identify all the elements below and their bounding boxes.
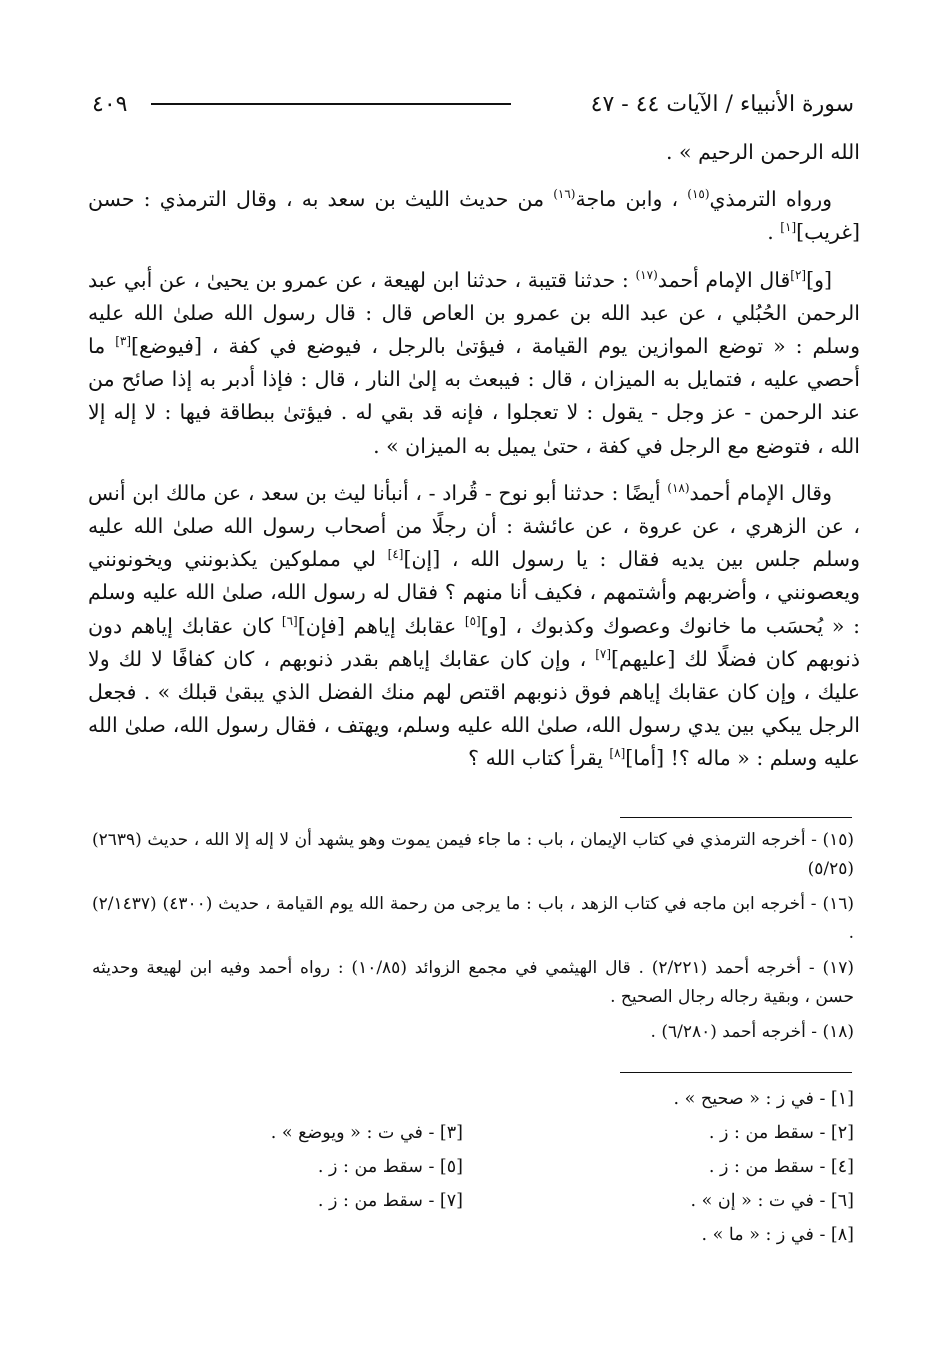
variant-note: [١] - في ز : « صحيح » . <box>673 1089 854 1109</box>
paragraph: [و][٢]قال الإمام أحمد$^{(١٧)}$ : حدثنا قتيبة ، حدثنا ابن لهيعة ، عن عمرو بن يحيىٰ ، عن أبي عبد الرحمن الحُبُلي ، عن عبد الله بن عمرو بن العاص قال : قال رسول الله صلىٰ الله عليه وسلم : « توضع الموازين يوم القيامة ، فيؤتىٰ بالرجل ، فيوضع في كفة ، [فيوضع][٣] ما أحصي عليه ، فتمايل به الميزان ، قال : فيبعث به إلىٰ النار ، قال : فإذا أدبر به إذا صائح من عند الرحمن - عز وجل - يقول : لا تعجلوا ، فإنه قد بقي له . فيؤتىٰ ببطاقة فيها : لا إله إلا الله ، فتوضع مع الرجل في كفة ، حتىٰ يميل به الميزان » . <box>88 267 860 458</box>
variant-ref: [٣] <box>115 334 132 349</box>
footnote: (١٨) - أخرجه أحمد (٦/٢٨٠) . <box>650 1022 854 1042</box>
header-rule <box>151 103 511 105</box>
footnote-rule <box>620 817 852 818</box>
footnote-ref: (١٨) <box>667 480 690 495</box>
variant-ref: [٢] <box>790 267 807 282</box>
variant-note: [٢] - سقط من : ز . <box>708 1123 854 1143</box>
variant-note: [٣] - في ت : « ويوضع » . <box>270 1123 463 1143</box>
manuscript-variants <box>92 1082 854 1252</box>
variant-note: [٨] - في ز : « ما » . <box>701 1225 854 1245</box>
page-number: ٤٠٩ <box>92 91 128 117</box>
paragraph: الله الرحمن الرحيم » . <box>666 140 860 164</box>
footnote-ref: (١٦) <box>553 187 576 202</box>
footnote: (١٥) - أخرجه الترمذي في كتاب الإيمان ، باب : ما جاء فيمن يموت وهو يشهد أن لا إله إلا الله ، حديث (٢٦٣٩) (٥/٢٥) <box>92 830 854 879</box>
variant-ref: [٤] <box>387 547 404 562</box>
variants-rule <box>620 1072 852 1073</box>
footnotes <box>92 826 854 1053</box>
running-header <box>92 84 854 124</box>
surah-title: سورة الأنبياء / الآيات ٤٤ - ٤٧ <box>590 91 854 117</box>
variant-ref: [٧] <box>595 646 612 661</box>
variant-note: [٧] - سقط من : ز . <box>317 1191 463 1211</box>
footnote-ref: (١٧) <box>635 267 658 282</box>
variant-note: [٥] - سقط من : ز . <box>317 1157 463 1177</box>
variant-note: [٦] - في ت : « إن » . <box>690 1191 854 1211</box>
paragraph: ورواه الترمذي$^{(١٥)}$ ، وابن ماجة$^{(١٦)}$ من حديث الليث بن سعد به ، وقال الترمذي : حسن [غريب][١] . <box>88 187 860 245</box>
variant-ref: [٥] <box>464 613 481 628</box>
footnote: (١٦) - أخرجه ابن ماجه في كتاب الزهد ، باب : ما يرجى من رحمة الله يوم القيامة ، حديث (٤٣٠٠) (٢/١٤٣٧) . <box>92 894 854 943</box>
variant-note <box>92 1082 463 1116</box>
variant-ref: [٨] <box>609 746 626 761</box>
variant-note <box>92 1218 463 1252</box>
footnote: (١٧) - أخرجه أحمد (٢/٢٢١) . قال الهيثمي في مجمع الزوائد (١٠/٨٥) : رواه أحمد وفيه ابن لهيعة وحديثه حسن ، وبقية رجاله رجال الصحيح . <box>92 958 854 1007</box>
variant-ref: [٦] <box>281 613 298 628</box>
paragraph: وقال الإمام أحمد$^{(١٨)}$ أيضًا : حدثنا أبو نوح - قُراد - ، أنبأنا ليث بن سعد ، عن مالك ابن أنس ، عن الزهري ، عن عروة ، عن عائشة : أن رجلًا من أصحاب رسول الله صلىٰ الله عليه وسلم جلس بين يديه فقال : يا رسول الله ، [إن][٤] لي مملوكين يكذبونني ويخونونني ويعصونني ، وأضربهم وأشتمهم ، فكيف أنا منهم ؟ فقال له رسول الله، صلىٰ الله عليه وسلم : « يُحسَب ما خانوك وعصوك وكذبوك ، [و][٥] عقابك إياهم [فإن][٦] كان عقابك إياهم دون ذنوبهم كان فضلًا لك [عليهم][٧] ، وإن كان عقابك إياهم بقدر ذنوبهم ، كان كفافًا لا لك ولا عليك ، وإن كان عقابك إياهم فوق ذنوبهم اقتص لهم منك الفضل الذي يبقىٰ قبلك » . فجعل الرجل يبكي بين يدي رسول الله، صلىٰ الله عليه وسلم، ويهتف ، فقال رسول الله، صلىٰ الله عليه وسلم : « ماله ؟! [أما][٨] يقرأ كتاب الله ؟ <box>88 480 861 771</box>
footnote-ref: (١٥) <box>687 187 710 202</box>
main-text <box>88 136 860 790</box>
variant-ref: [١] <box>780 220 797 235</box>
variant-note: [٤] - سقط من : ز . <box>708 1157 854 1177</box>
